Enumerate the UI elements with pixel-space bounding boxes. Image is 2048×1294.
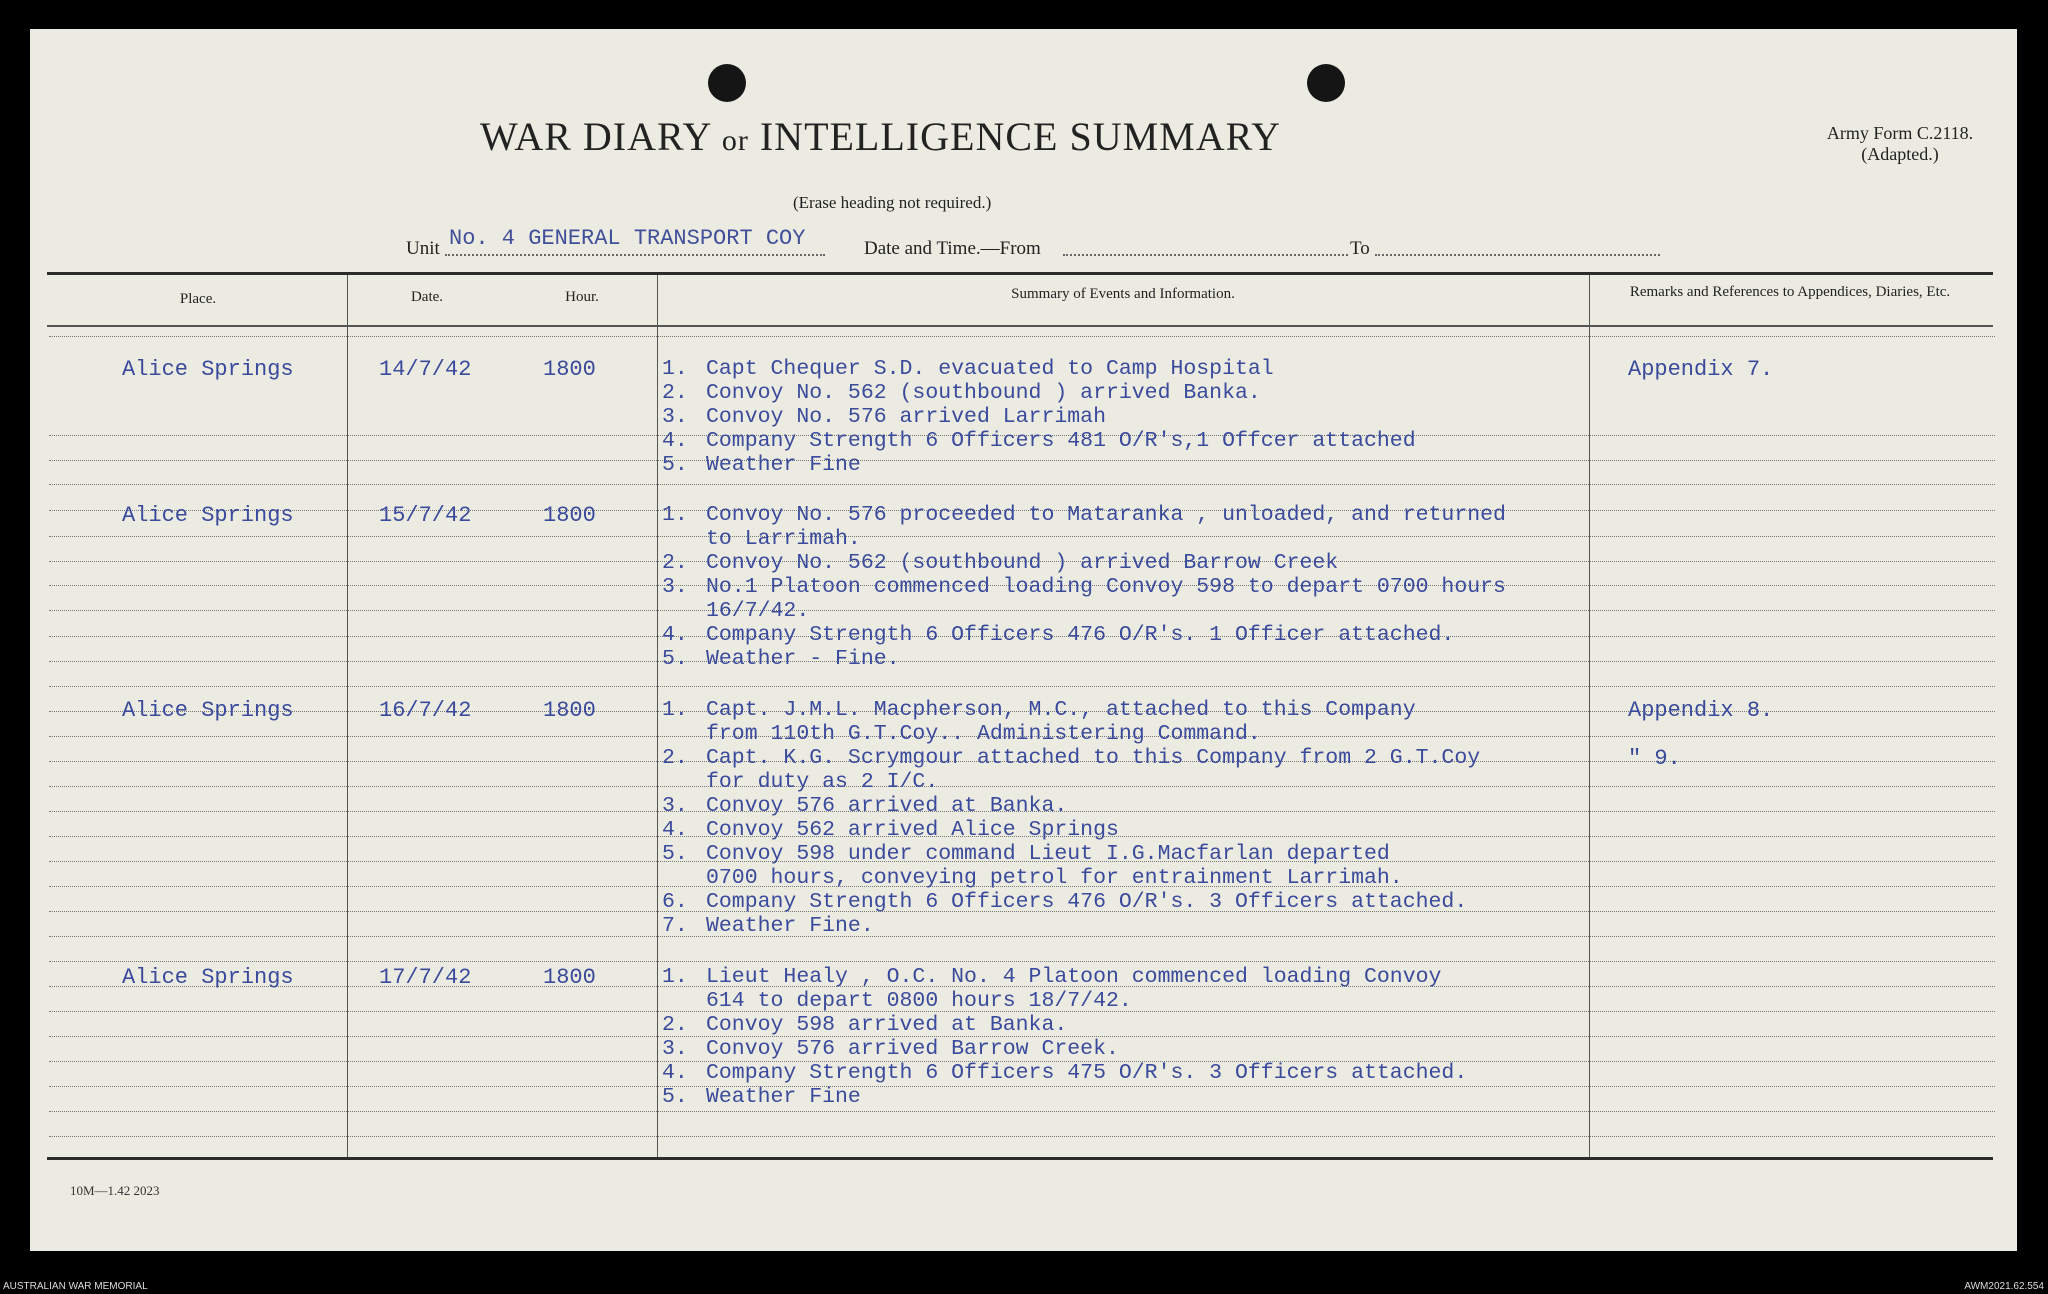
event-number: 7. (662, 914, 688, 938)
event-line (662, 357, 1274, 381)
event-number: 2. (662, 551, 688, 575)
entry-remark: Appendix 7. (1628, 357, 1774, 382)
date-from-label: Date and Time.—From (864, 238, 1041, 259)
ruled-line (49, 961, 1995, 962)
event-text: Convoy No. 576 proceeded to Mataranka , unloaded, and returned (706, 503, 1506, 527)
event-line (662, 914, 874, 938)
event-number: 4. (662, 1061, 688, 1085)
ruled-line (49, 1086, 1995, 1087)
event-line (662, 698, 1416, 722)
event-text: Company Strength 6 Officers 476 O/R's. 3 Officers attached. (706, 890, 1468, 914)
unit-dotted-line (445, 254, 825, 256)
event-text: Capt. K.G. Scrymgour attached to this Company from 2 G.T.Coy (706, 746, 1481, 770)
event-number: 5. (662, 842, 688, 866)
entry-place: Alice Springs (122, 357, 294, 382)
event-line (662, 623, 1454, 647)
event-text: Convoy 562 arrived Alice Springs (706, 818, 1119, 842)
entry-hour: 1800 (543, 698, 596, 723)
event-text: No.1 Platoon commenced loading Convoy 598 to depart 0700 hours (706, 575, 1506, 599)
event-number: 1. (662, 698, 688, 722)
ruled-line (49, 610, 1995, 611)
event-number: 2. (662, 381, 688, 405)
entry-date: 17/7/42 (379, 965, 472, 990)
event-text: Capt Chequer S.D. evacuated to Camp Hospital (706, 357, 1274, 381)
event-text: 16/7/42. (706, 599, 810, 623)
ruled-line (49, 686, 1995, 687)
entry-hour: 1800 (543, 965, 596, 990)
event-text: Convoy 576 arrived Barrow Creek. (706, 1037, 1119, 1061)
column-divider (347, 275, 348, 1157)
event-number: 3. (662, 1037, 688, 1061)
event-text: Convoy No. 562 (southbound ) arrived Barrow Creek (706, 551, 1339, 575)
event-text: Lieut Healy , O.C. No. 4 Platoon commenced loading Convoy (706, 965, 1442, 989)
event-number: 4. (662, 429, 688, 453)
event-number: 1. (662, 503, 688, 527)
event-text: for duty as 2 I/C. (706, 770, 939, 794)
event-number: 5. (662, 1085, 688, 1109)
event-text: Convoy 576 arrived at Banka. (706, 794, 1068, 818)
column-divider (1589, 275, 1590, 1157)
entry-date: 15/7/42 (379, 503, 472, 528)
event-line (662, 842, 1390, 866)
event-text: Weather - Fine. (706, 647, 900, 671)
table-top-rule (47, 272, 1993, 275)
event-number: 2. (662, 746, 688, 770)
ruled-line (49, 1136, 1995, 1137)
punch-hole (708, 64, 746, 102)
entry-date: 16/7/42 (379, 698, 472, 723)
event-text: to Larrimah. (706, 527, 861, 551)
ruled-line (49, 936, 1995, 937)
entry-place: Alice Springs (122, 503, 294, 528)
event-line (662, 818, 1119, 842)
ruled-line (49, 1111, 1995, 1112)
column-header-summary: Summary of Events and Information. (1011, 286, 1235, 302)
column-header-hour: Hour. (565, 289, 599, 305)
event-line (662, 1061, 1467, 1085)
event-text: Weather Fine (706, 1085, 861, 1109)
event-text: Capt. J.M.L. Macpherson, M.C., attached to this Company (706, 698, 1416, 722)
entry-hour: 1800 (543, 503, 596, 528)
ruled-line (49, 786, 1995, 787)
entry-remark: Appendix 8. (1628, 698, 1774, 723)
event-text: 0700 hours, conveying petrol for entrainment Larrimah. (706, 866, 1403, 890)
event-line (662, 503, 1506, 527)
credit-left: AUSTRALIAN WAR MEMORIAL (3, 1281, 148, 1292)
form-title: WAR DIARY or INTELLIGENCE SUMMARY (480, 114, 1281, 159)
event-line (662, 405, 1106, 429)
event-text: Weather Fine (706, 453, 861, 477)
ruled-line (49, 484, 1995, 485)
event-line (662, 746, 1480, 770)
event-number: 1. (662, 965, 688, 989)
event-line (662, 965, 1441, 989)
event-line (662, 890, 1467, 914)
event-text: Convoy 598 arrived at Banka. (706, 1013, 1068, 1037)
event-line (662, 1037, 1119, 1061)
event-number: 3. (662, 794, 688, 818)
ruled-line (49, 460, 1995, 461)
event-text: Company Strength 6 Officers 475 O/R's. 3 Officers attached. (706, 1061, 1468, 1085)
event-line (662, 794, 1067, 818)
ruled-line (49, 536, 1995, 537)
event-line (662, 527, 861, 551)
event-number: 1. (662, 357, 688, 381)
event-line (662, 453, 861, 477)
ruled-line (49, 336, 1995, 337)
event-text: Weather Fine. (706, 914, 874, 938)
credit-right: AWM2021.62.554 (1964, 1281, 2044, 1292)
form-subtitle: (Erase heading not required.) (793, 193, 992, 212)
event-text: Convoy No. 576 arrived Larrimah (706, 405, 1106, 429)
form-print-code: 10M—1.42 2023 (70, 1183, 160, 1198)
event-number: 5. (662, 647, 688, 671)
event-line (662, 866, 1403, 890)
event-text: Company Strength 6 Officers 476 O/R's. 1 Officer attached. (706, 623, 1455, 647)
event-line (662, 381, 1261, 405)
to-dotted-line (1375, 254, 1660, 256)
event-line (662, 770, 938, 794)
column-header-date: Date. (410, 289, 444, 305)
event-text: Company Strength 6 Officers 481 O/R's,1 Offcer attached (706, 429, 1416, 453)
event-text: Convoy 598 under command Lieut I.G.Macfarlan departed (706, 842, 1390, 866)
to-label: To (1350, 238, 1370, 259)
event-text: 614 to depart 0800 hours 18/7/42. (706, 989, 1132, 1013)
header-bottom-rule (47, 325, 1993, 327)
event-number: 3. (662, 405, 688, 429)
entry-hour: 1800 (543, 357, 596, 382)
event-text: from 110th G.T.Coy.. Administering Command. (706, 722, 1261, 746)
entry-place: Alice Springs (122, 965, 294, 990)
event-number: 3. (662, 575, 688, 599)
event-line (662, 551, 1338, 575)
ruled-line (49, 661, 1995, 662)
table-bottom-rule (47, 1157, 1993, 1160)
event-number: 5. (662, 453, 688, 477)
event-line (662, 722, 1261, 746)
event-number: 6. (662, 890, 688, 914)
event-line (662, 575, 1506, 599)
army-form-reference: Army Form C.2118. (Adapted.) (1826, 123, 1974, 164)
entry-place: Alice Springs (122, 698, 294, 723)
event-line (662, 989, 1132, 1013)
event-line (662, 1013, 1067, 1037)
column-header-place: Place. (179, 291, 217, 307)
event-number: 4. (662, 623, 688, 647)
punch-hole (1307, 64, 1345, 102)
event-line (662, 1085, 861, 1109)
column-divider (657, 275, 658, 1157)
entry-remark: " 9. (1628, 746, 1681, 771)
from-dotted-line (1063, 254, 1348, 256)
event-line (662, 647, 900, 671)
entry-date: 14/7/42 (379, 357, 472, 382)
event-number: 4. (662, 818, 688, 842)
unit-label: Unit (406, 238, 440, 259)
column-header-remarks: Remarks and References to Appendices, Diaries, Etc. (1629, 284, 1951, 300)
event-line (662, 599, 809, 623)
unit-value: No. 4 GENERAL TRANSPORT COY (449, 226, 806, 251)
event-text: Convoy No. 562 (southbound ) arrived Banka. (706, 381, 1261, 405)
event-number: 2. (662, 1013, 688, 1037)
event-line (662, 429, 1416, 453)
